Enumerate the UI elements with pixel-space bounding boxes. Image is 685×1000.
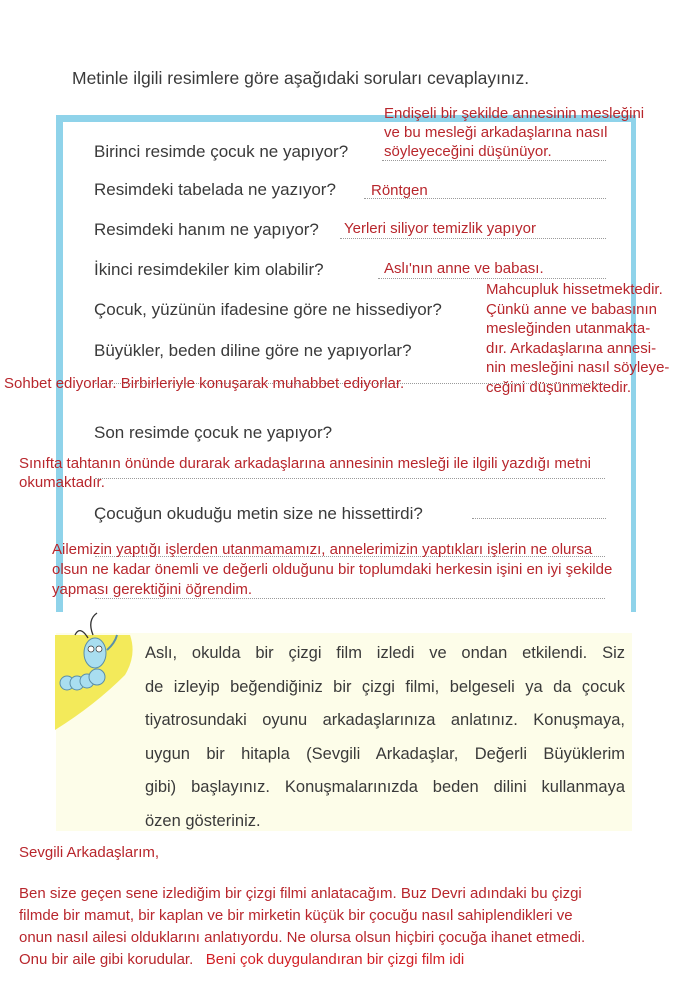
answer-line-text: dır. Arkadaşlarına annesi- xyxy=(486,339,657,357)
answer-line-text: ceğini düşünmektedir. xyxy=(486,378,632,396)
activity-line: uygun bir hitapla (Sevgili Arkadaşlar, Değerli Büyüklerim xyxy=(145,744,625,763)
answer-line-text: Çünkü anne ve babasının xyxy=(486,300,657,318)
letter-body xyxy=(19,883,585,971)
answer-line xyxy=(378,278,606,279)
activity-line: özen gösteriniz. xyxy=(145,811,261,830)
answer-line-text: okumaktadır. xyxy=(19,474,105,491)
letter-closing: Beni çok duygulandıran bir çizgi film idi xyxy=(205,951,465,968)
question-7: Son resimde çocuk ne yapıyor? xyxy=(94,423,333,442)
answer-line-text: söyleyeceğini düşünüyor. xyxy=(384,143,552,160)
activity-line: tiyatrosundaki oyunu arkadaşlarınıza anlatınız. Konuşmaya, xyxy=(145,711,625,729)
letter-line: onun nasıl ailesi olduklarını anlatıyordu. Ne olursa olsun hiçbiri çocuğa ihanet etmedi. xyxy=(19,929,586,946)
activity-line: Aslı, okulda bir çizgi film izledi ve ondan etkilendi. Siz xyxy=(145,644,625,662)
caterpillar-icon xyxy=(55,605,145,730)
answer-2: Röntgen xyxy=(371,182,428,199)
question-4: İkinci resimdekiler kim olabilir? xyxy=(94,260,324,279)
answer-5 xyxy=(486,280,669,397)
question-3: Resimdeki hanım ne yapıyor? xyxy=(94,220,319,239)
question-1: Birinci resimde çocuk ne yapıyor? xyxy=(94,142,349,161)
question-2: Resimdeki tabelada ne yazıyor? xyxy=(94,180,336,199)
answer-line-text: Sınıfta tahtanın önünde durarak arkadaşlarına annesinin mesleği ile ilgili yazdığı metni xyxy=(19,455,592,472)
answer-6: Sohbet ediyorlar. Birbirleriyle konuşarak muhabbet ediyorlar. xyxy=(4,375,405,392)
answer-4: Aslı'nın anne ve babası. xyxy=(384,260,544,277)
question-6: Büyükler, beden diline göre ne yapıyorlar? xyxy=(94,341,412,360)
letter-line: Ben size geçen sene izlediğim bir çizgi filmi anlatacağım. Buz Devri adındaki bu çizgi xyxy=(19,885,582,902)
answer-line-text: Endişeli bir şekilde annesinin mesleğini xyxy=(384,105,645,122)
answer-line-text: nin mesleğini nasıl söyleye- xyxy=(486,359,670,376)
answer-1 xyxy=(384,104,644,161)
answer-7 xyxy=(19,454,591,492)
answer-line-text: ve bu mesleği arkadaşlarına nasıl xyxy=(384,124,608,141)
instruction: Metinle ilgili resimlere göre aşağıdaki soruları cevaplayınız. xyxy=(72,68,530,88)
answer-line-text: olsun ne kadar önemli ve değerli olduğunu bir toplumdaki herkesin işini en iyi şekilde xyxy=(52,561,613,578)
activity-text xyxy=(145,637,625,838)
answer-8 xyxy=(52,540,612,600)
letter-line: Onu bir aile gibi korudular. xyxy=(19,951,194,968)
activity-line: gibi) başlayınız. Konuşmalarınızda beden dilini kullanmaya xyxy=(145,778,625,796)
answer-line xyxy=(472,518,606,519)
letter-line: filmde bir mamut, bir kaplan ve bir mirketin küçük bir çocuğu nasıl sahiplendikleri ve xyxy=(19,907,573,924)
question-8: Çocuğun okuduğu metin size ne hissettirdi? xyxy=(94,504,423,523)
answer-line-text: mesleğinden utanmakta- xyxy=(486,320,651,337)
answer-line-text: Mahcupluk hissetmektedir. xyxy=(486,281,663,298)
answer-line-text: yapması gerektiğini öğrendim. xyxy=(52,581,253,598)
letter-greeting: Sevgili Arkadaşlarım, xyxy=(19,844,160,861)
activity-line: de izleyip beğendiğiniz bir çizgi filmi, belgeseli ya da çocuk xyxy=(145,677,625,696)
question-5: Çocuk, yüzünün ifadesine göre ne hissediyor? xyxy=(94,300,442,319)
answer-line xyxy=(340,238,606,239)
answer-3: Yerleri siliyor temizlik yapıyor xyxy=(344,220,536,237)
answer-line-text: Ailemizin yaptığı işlerden utanmamamızı, annelerimizin yaptıkları işlerin ne olursa xyxy=(52,541,593,558)
